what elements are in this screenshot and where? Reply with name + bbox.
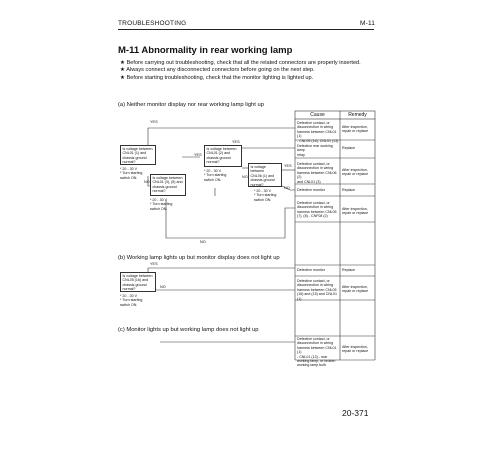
cause-cell: Defective contact, or disconnection in wiring harness between CNL01 (1) - CNL05 (16), CNL01 (13)	[297, 121, 339, 143]
header-right: M-11	[360, 20, 376, 27]
check-note: * 20 - 30 V * Turn starting switch ON.	[120, 294, 143, 307]
remedy-cell: After inspection, repair or replace	[342, 207, 369, 216]
no-label: NO	[200, 240, 206, 244]
bullet-item: ★ Before starting troubleshooting, check that the monitor lighting is lighted up.	[120, 74, 314, 81]
table-header-remedy: Remedy	[348, 112, 367, 118]
table-header-cause: Cause	[310, 112, 325, 118]
check-note: * 20 - 30 V * Turn starting switch ON.	[254, 189, 277, 202]
remedy-cell: Replace	[342, 188, 356, 192]
section-heading-b: (b) Working lamp lights up but monitor display does not light up	[118, 255, 280, 261]
remedy-cell: After inspection, repair or replace	[342, 168, 369, 177]
cause-cell: Defective contact, or disconnection in wiring harness between CNL01 (1) - CNL01 (13) - rear working lamp, or broken working lamp bulb	[297, 337, 337, 368]
star-icon: ★	[120, 60, 126, 66]
page-title: M-11 Abnormality in rear working lamp	[118, 45, 293, 56]
no-label: NO	[242, 175, 248, 179]
cause-cell: Defective rear working lamp relay	[297, 144, 333, 157]
check-box: Is voltage between CNL01 (3), (5) and chassis ground normal?	[150, 174, 186, 196]
check-note: * 20 - 30 V * Turn starting switch ON.	[204, 169, 227, 182]
cause-cell: Defective contact, or disconnection in wiring harness between CNL05 (16) and (15) and CNL01 (1)	[297, 279, 337, 301]
section-heading-c: (c) Monitor lights up but working lamp does not light up	[118, 327, 259, 333]
remedy-cell: After inspection, repair or replace	[342, 285, 369, 294]
no-label: NO	[144, 180, 150, 184]
cause-cell: Defective contact, or disconnection in wiring harness between CNL05 (7), (8) - CNF08 (2)	[297, 201, 337, 219]
bullet-item: ★ Before carrying out troubleshooting, check that all the related connectors are properly inserted.	[120, 60, 361, 66]
check-box: Is voltage between CNL01 (2) and chassis ground normal?	[204, 145, 242, 167]
header-left: TROUBLESHOOTING	[118, 20, 187, 27]
page-number: 20-371	[342, 408, 369, 418]
section-heading-a: (a) Neither monitor display nor rear working lamp light up	[118, 102, 264, 108]
bullet-item: ★ Always connect any disconnected connectors before going on the next step.	[120, 67, 315, 74]
yes-label: YES	[150, 120, 158, 124]
star-icon: ★	[120, 74, 126, 81]
yes-label: YES	[150, 262, 158, 266]
yes-label: YES	[232, 140, 240, 144]
check-box: Is voltage between CNL01 (1) and chassis ground normal?	[120, 145, 156, 165]
remedy-cell: After inspection, repair or replace	[342, 125, 369, 134]
star-icon: ★	[120, 67, 126, 74]
cause-cell: Defective monitor	[297, 188, 325, 192]
cause-cell: Defective monitor	[297, 268, 325, 272]
yes-label: YES	[284, 164, 292, 168]
check-note: * 20 - 30 V * Turn starting switch ON.	[120, 167, 143, 180]
remedy-cell: Replace	[342, 146, 356, 150]
no-label: NO	[160, 285, 166, 289]
remedy-cell: After inspection, repair or replace	[342, 345, 369, 354]
yes-label: YES	[194, 153, 202, 157]
check-note: * 20 - 30 V * Turn starting switch ON.	[150, 198, 173, 211]
cause-cell: Defective contact, or disconnection in wiring harness between CNL06 (2) and CNL01 (3)	[297, 162, 337, 184]
check-box: Is voltage between CNL06 (1) and chassis ground normal?	[248, 163, 282, 187]
no-label: NO	[284, 186, 290, 190]
check-box: Is voltage between CNL05 (16) and chassis ground normal?	[120, 272, 156, 292]
remedy-cell: Replace	[342, 268, 356, 272]
